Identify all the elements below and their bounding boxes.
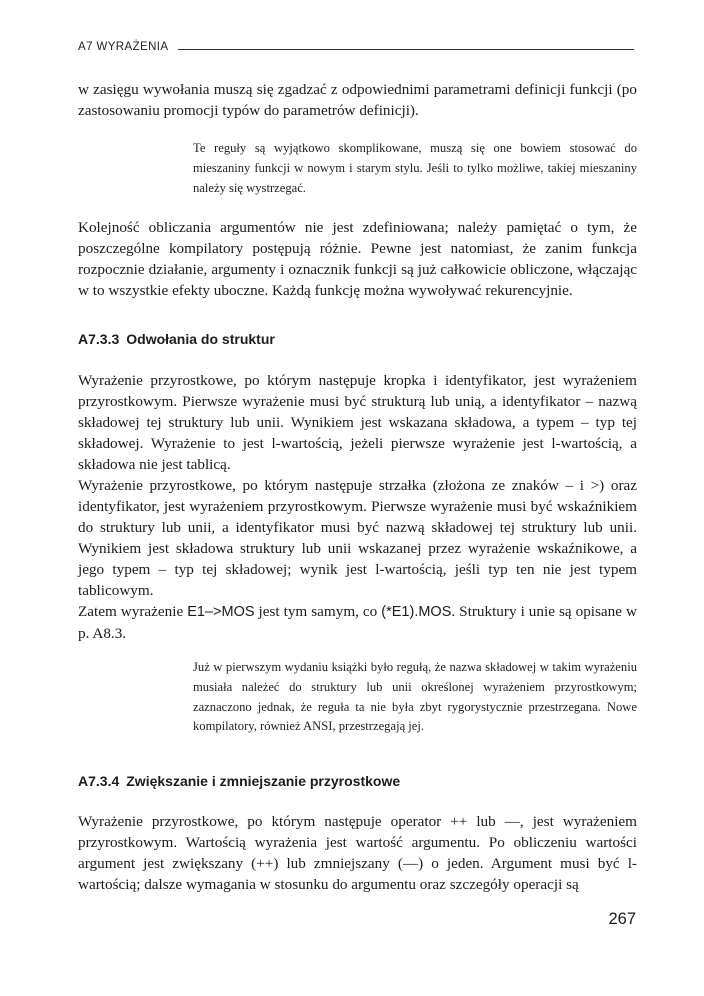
header-rule bbox=[178, 49, 634, 50]
paragraph-4: Wyrażenie przyrostkowe, po którym następuje strzałka (złożona ze znaków – i >) oraz identyfikator, jest wyrażeniem przyrostkowym. Pierwsze wyrażenie musi być wskaźnikiem do struktury lub unii, a identyfikator musi być nazwą składowej tej struktury lub unii. Wynikiem jest składowa struktury lub unii wskazanej przez wyrażenie wskaźnikowe, a jego typem – typ tej składowej; wynik jest l-wartością, jeśli typ ten nie jest typem tablicowym. bbox=[78, 477, 637, 599]
paragraph-3: Wyrażenie przyrostkowe, po którym następuje kropka i identyfikator, jest wyrażeniem przyrostkowym. Pierwsze wyrażenie musi być strukturą lub unią, a identyfikator – nazwą składowej tej struktury lub unii. Wynikiem jest wskazana składowa, a typem – typ tej składowej. Wyrażenie to jest l-wartością, jeżeli pierwsze wyrażenie jest l-wartością, a składowa nie jest tablicą. bbox=[78, 372, 637, 473]
section-title: Zwiększanie i zmniejszanie przyrostkowe bbox=[126, 773, 401, 789]
page-number: 267 bbox=[608, 910, 636, 928]
header-section: A7 bbox=[78, 41, 93, 53]
section-number: A7.3.3 bbox=[78, 331, 120, 347]
section-heading-a733 bbox=[78, 331, 275, 347]
code-e1-arrow-mos: E1–>MOS bbox=[187, 604, 255, 620]
paragraph-5-text-b: jest tym samym, co bbox=[254, 603, 382, 620]
running-header bbox=[78, 41, 634, 53]
note-1: Te reguły są wyjątkowo skomplikowane, muszą się one bowiem stosować do mieszaniny funkcji w nowym i starym stylu. Jeśli to tylko możliwe, takiej mieszaniny należy się wystrzegać. bbox=[193, 141, 637, 195]
paragraph-1: w zasięgu wywołania muszą się zgadzać z odpowiednimi parametrami definicji funkcji (po zastosowaniu promocji typów do parametrów definicji). bbox=[78, 81, 637, 119]
section-heading-a734 bbox=[78, 773, 400, 789]
paragraph-2: Kolejność obliczania argumentów nie jest zdefiniowana; należy pamiętać o tym, że poszczególne kompilatory postępują różnie. Pewne jest natomiast, że zanim funkcja rozpocznie działanie, argumenty i oznacznik funkcji są już całkowicie obliczone, włączając w to wszystkie efekty uboczne. Każdą funkcję można wywoływać rekurencyjnie. bbox=[78, 219, 637, 299]
note-2: Już w pierwszym wydaniu książki było regułą, że nazwa składowej w takim wyrażeniu musiała należeć do struktury lub unii określonej wyrażeniem przyrostkowym; zaznaczono jednak, że reguła ta nie była zbyt rygorystycznie przestrzegana. Nowe kompilatory, również ANSI, przestrzegają jej. bbox=[193, 660, 637, 734]
paragraph-5 bbox=[78, 601, 637, 644]
section-number: A7.3.4 bbox=[78, 773, 120, 789]
code-deref-e1-mos: (*E1).MOS bbox=[381, 604, 452, 620]
paragraph-6: Wyrażenie przyrostkowe, po którym następuje operator ++ lub ––, jest wyrażeniem przyrostkowym. Wartością wyrażenia jest wartość argumentu. Po obliczeniu wartości argument jest zwiększany (++) lub zmniejszany (––) o jeden. Argument musi być l-wartością; dalsze wymagania w stosunku do argumentu oraz szczegóły operacji są bbox=[78, 813, 637, 893]
paragraph-5-text-c: . Struktury i unie są opisane w p. A8.3. bbox=[78, 603, 637, 642]
header-title: WYRAŻENIA bbox=[96, 41, 169, 53]
section-title: Odwołania do struktur bbox=[126, 331, 275, 347]
paragraph-5-text-a: Zatem wyrażenie bbox=[78, 603, 188, 620]
